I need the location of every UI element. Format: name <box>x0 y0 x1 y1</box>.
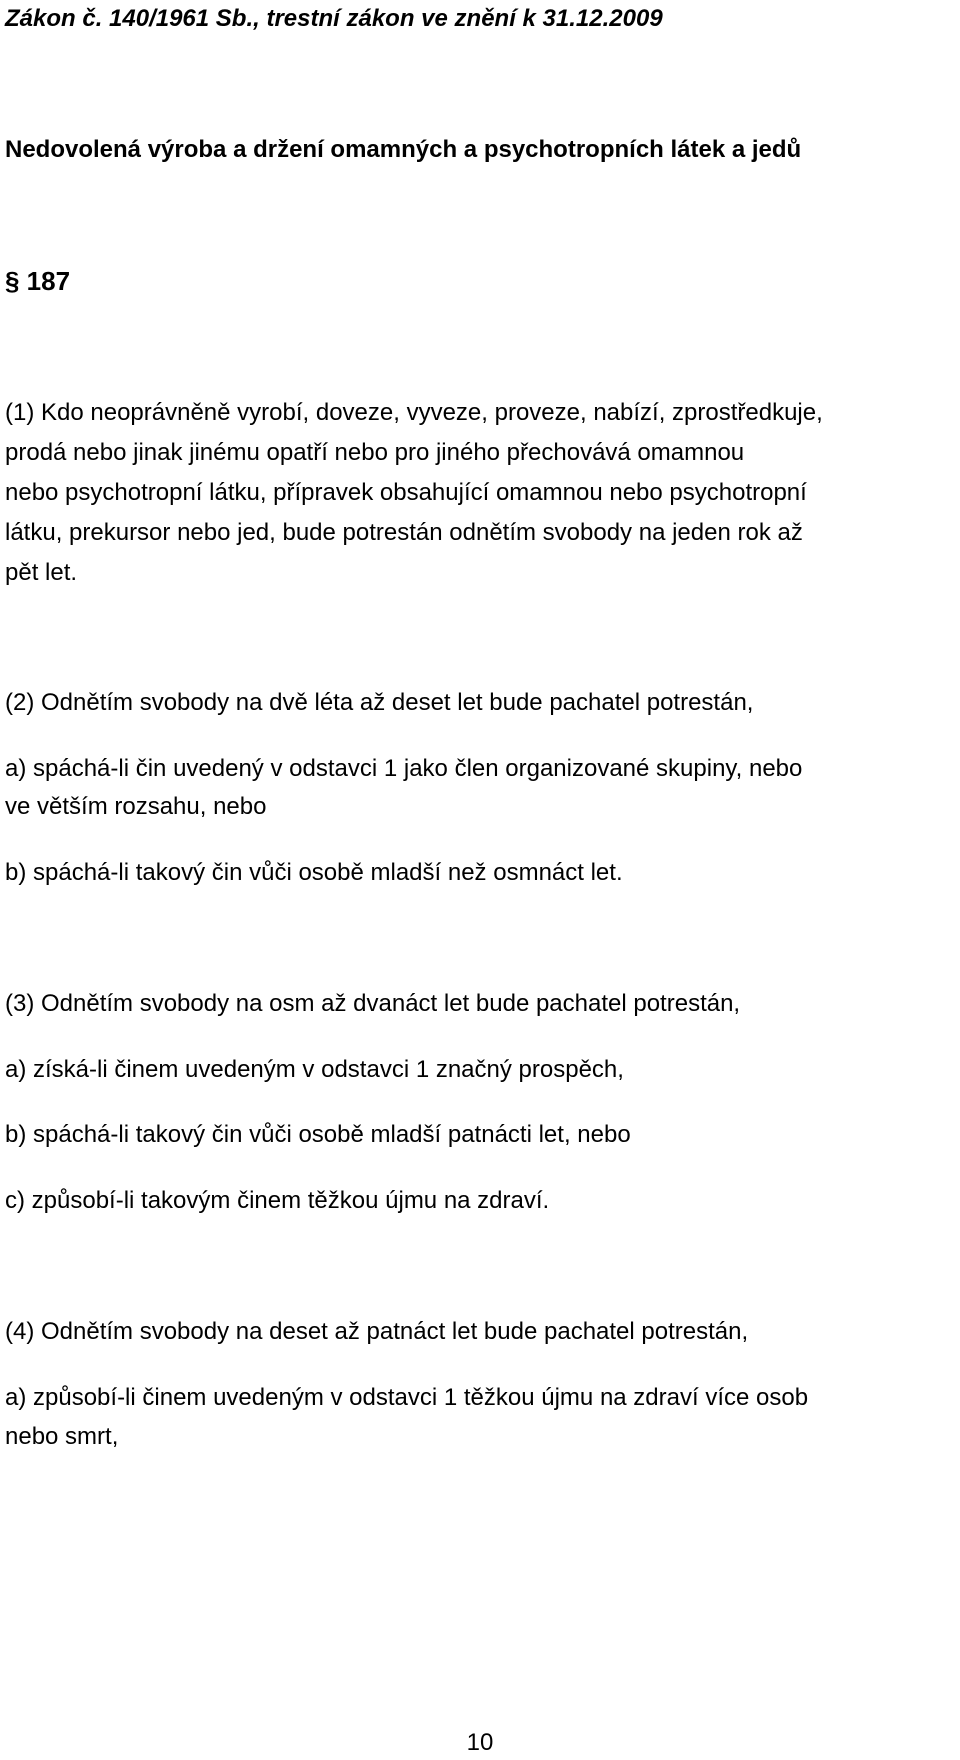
p3-item-c: c) způsobí-li takovým činem těžkou újmu na zdraví. <box>5 1187 550 1214</box>
section-title: Nedovolená výroba a držení omamných a psychotropních látek a jedů <box>5 136 802 163</box>
p4-item-a-line-1: a) způsobí-li činem uvedeným v odstavci 1 těžkou újmu na zdraví více osob <box>5 1384 809 1411</box>
p3-intro: (3) Odnětím svobody na osm až dvanáct let bude pachatel potrestán, <box>5 990 741 1017</box>
p2-item-a-line-2: ve větším rozsahu, nebo <box>5 793 267 820</box>
p2-item-a-line-1: a) spáchá-li čin uvedený v odstavci 1 jako člen organizované skupiny, nebo <box>5 755 803 782</box>
paragraph-number: § 187 <box>5 266 71 296</box>
p1-line-1: (1) Kdo neoprávněně vyrobí, doveze, vyveze, proveze, nabízí, zprostředkuje, <box>5 399 823 426</box>
p2-item-b: b) spáchá-li takový čin vůči osobě mladší než osmnáct let. <box>5 859 623 886</box>
p3-item-a: a) získá-li činem uvedeným v odstavci 1 značný prospěch, <box>5 1056 624 1083</box>
p3-item-b: b) spáchá-li takový čin vůči osobě mladší patnácti let, nebo <box>5 1121 631 1148</box>
p1-line-4: látku, prekursor nebo jed, bude potrestán odnětím svobody na jeden rok až <box>5 519 803 546</box>
p2-intro: (2) Odnětím svobody na dvě léta až deset let bude pachatel potrestán, <box>5 689 754 716</box>
law-title: Zákon č. 140/1961 Sb., trestní zákon ve znění k 31.12.2009 <box>5 5 663 32</box>
p1-line-3: nebo psychotropní látku, přípravek obsahující omamnou nebo psychotropní <box>5 479 807 506</box>
p4-intro: (4) Odnětím svobody na deset až patnáct let bude pachatel potrestán, <box>5 1318 749 1345</box>
p1-line-2: prodá nebo jinak jinému opatří nebo pro jiného přechovává omamnou <box>5 439 745 466</box>
page-number: 10 <box>466 1729 494 1756</box>
p1-line-5: pět let. <box>5 559 78 586</box>
p4-item-a-line-2: nebo smrt, <box>5 1423 119 1450</box>
